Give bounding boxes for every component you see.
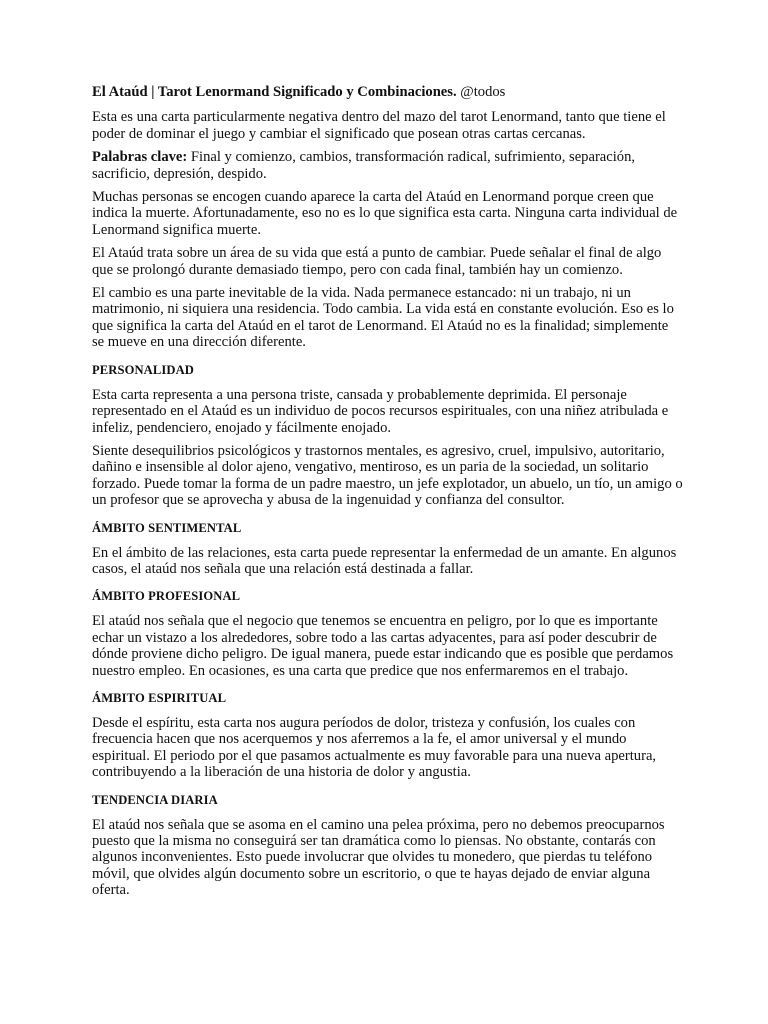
document-title [92,84,684,100]
section-paragraph: El ataúd nos señala que el negocio que tenemos se encuentra en peligro, por lo que es importante echar un vistazo a los alrededores, sobre todo a las cartas adyacentes, para así poder descubrir de dónde proviene dicho peligro. De igual manera, puede estar indicando que es posible que perdamos nuestro empleo. En ocasiones, es una carta que predice que nos enfermaremos en el trabajo. [92,613,674,679]
section-heading-espiritual: ÁMBITO ESPIRITUAL [92,690,227,705]
section-paragraph: Siente desequilibrios psicológicos y trastornos mentales, es agresivo, cruel, impulsivo, autoritario, dañino e insensible al dolor ajeno, vengativo, mentiroso, es un paria de la sociedad, un solitario forzado. Puede tomar la forma de un padre maestro, un jefe explotador, un abuelo, un tío, un amigo o un profesor que se aprovecha y abusa de la ingenuidad y confianza del consultor. [92,442,683,509]
section-paragraph: En el ámbito de las relaciones, esta carta puede representar la enfermedad de un amante. En algunos casos, el ataúd nos señala que una relación está destinada a fallar. [92,544,677,577]
keywords-paragraph [92,149,684,182]
title-tag: @todos [456,84,506,100]
section-heading-profesional: ÁMBITO PROFESIONAL [92,589,241,604]
body-paragraph: Muchas personas se encogen cuando aparece la carta del Ataúd en Lenormand porque creen que indica la muerte. Afortunadamente, eso no es lo que significa esta carta. Ninguna carta individual de Lenormand significa muerte. [92,189,678,238]
section-paragraph: El ataúd nos señala que se asoma en el camino una pelea próxima, pero no debemos preocuparnos puesto que la misma no conseguirá ser tan dramática como lo piensas. No obstante, contarás con algunos inconvenientes. Esto puede involucrar que olvides tu monedero, que pierdas tu teléfono móvil, que olvides algún documento sobre un escritorio, o que te hayas dejado de enviar alguna oferta. [92,816,665,899]
section-paragraph: Esta carta representa a una persona triste, cansada y probablemente deprimida. El personaje representado en el Ataúd es un individuo de pocos recursos espirituales, con una niñez atribulada e infeliz, pendenciero, enojado y fácilmente enojado. [92,386,669,436]
keywords-text: Final y comienzo, cambios, transformación radical, sufrimiento, separación, sacrificio, depresión, despido. [92,149,636,182]
section-heading-personalidad: PERSONALIDAD [92,362,194,377]
title-text: El Ataúd | Tarot Lenormand Significado y Combinaciones. [92,84,457,100]
body-paragraph: El cambio es una parte inevitable de la vida. Nada permanece estancado: ni un trabajo, ni un matrimonio, ni siquiera una residencia. Todo cambia. La vida está en constante evolución. Eso es lo que significa la carta del Ataúd en el tarot de Lenormand. El Ataúd no es la finalidad; simplemente se mueve en una dirección diferente. [92,285,674,351]
keywords-label: Palabras clave: [92,149,188,166]
intro-paragraph: Esta es una carta particularmente negativa dentro del mazo del tarot Lenormand, tanto que tiene el poder de dominar el juego y cambiar el significado que posean otras cartas cercanas. [92,109,666,142]
section-paragraph: Desde el espíritu, esta carta nos augura períodos de dolor, tristeza y confusión, los cuales con frecuencia hacen que nos acerquemos y nos aferremos a la fe, el amor universal y el mundo espiritual. El periodo por el que pasamos actualmente es muy favorable para una nueva apertura, contribuyendo a la liberación de una historia de dolor y angustia. [92,714,657,781]
body-paragraph: El Ataúd trata sobre un área de su vida que está a punto de cambiar. Puede señalar el final de algo que se prolongó durante demasiado tiempo, pero con cada final, también hay un comienzo. [92,245,662,278]
document-page [92,84,684,906]
section-heading-tendencia: TENDENCIA DIARIA [92,792,218,807]
section-heading-sentimental: ÁMBITO SENTIMENTAL [92,520,242,535]
